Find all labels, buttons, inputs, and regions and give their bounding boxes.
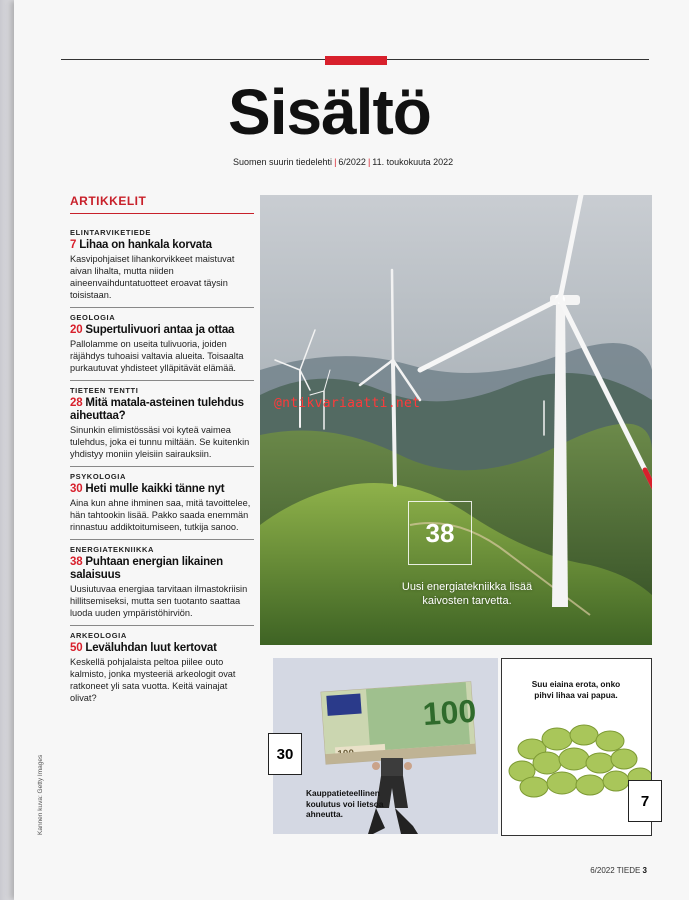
article-description: Kasvipohjaiset lihankorvikkeet maistuvat aivan lihalta, mutta niiden aineenvaihduntatuotteet eroavat täysin toisistaan. [70,254,235,300]
article-entry[interactable] [70,307,254,374]
wind-turbine-illustration [260,195,652,645]
subtitle-separator: | [367,157,371,167]
article-description: Aina kun ahne ihminen saa, mitä tavoittelee, hän tahtookin lisää. Pakko saada enemmän rinnastuu addiktoitumiseen, tutkija sanoo. [70,498,251,532]
article-headline [70,642,254,655]
subtitle-date: 11. toukokuuta 2022 [372,157,454,167]
article-page-number: 7 [70,239,77,251]
article-title: Heti mulle kaikki tänne nyt [85,483,225,495]
article-category: ENERGIATEKNIIKKA [70,545,155,554]
articles-column [70,194,254,704]
page-footer [590,866,647,875]
footer-magazine: TIEDE [616,866,641,875]
article-entry[interactable] [70,625,254,704]
article-entry[interactable] [70,539,254,619]
article-entry[interactable] [70,220,254,301]
article-title: Mitä matala-asteinen tulehdus aiheuttaa? [70,397,244,422]
article-title: Lihaa on hankala korvata [79,239,212,251]
subtitle-separator: | [334,157,337,167]
article-category: ARKEOLOGIA [70,631,127,640]
article-description: Uusiutuvaa energiaa tarvitaan ilmastokriisin hillitsemiseksi, mutta sen tuotanto saattaa luoda uuden ympäristöhirviön. [70,584,248,618]
cover-photo-credit: Kannen kuva: Getty Images [37,754,44,835]
article-category: ELINTARVIKETIEDE [70,228,151,237]
subtitle-issue: 6/2022 [338,157,366,167]
article-description: Pallolamme on useita tulivuoria, joiden räjähdys tuhoaisi valtavia alueita. Toisaalta purkautuvat yhdisteet ylläpitävät elämää. [70,339,244,373]
article-title: Supertulivuori antaa ja ottaa [85,324,235,336]
article-category: GEOLOGIA [70,313,116,322]
section-heading: ARTIKKELIT [70,194,254,214]
watermark-text: @ntikvariaatti.net [274,396,421,411]
article-page-number: 20 [70,324,83,336]
article-title: Puhtaan energian likainen salaisuus [70,556,223,581]
page-title: Sisältö [228,76,431,148]
article-entry[interactable] [70,380,254,460]
article-headline [70,397,254,423]
teaser-money-caption: Kauppatieteellinen koulutus voi lietsoa ahneutta. [306,788,384,819]
article-page-number: 38 [70,556,83,568]
article-category: PSYKOLOGIA [70,472,127,481]
article-headline [70,324,254,337]
teaser-beans-caption: Suu eiaina erota, onko pihvi lihaa vai papua. [531,679,621,700]
teaser-money-page-number[interactable]: 30 [268,733,302,775]
article-headline [70,239,254,252]
banknote-value-large: 100 [421,692,478,733]
article-page-number: 30 [70,483,83,495]
hero-caption: Uusi energiatekniikka lisää kaivosten tarvetta. [401,581,533,607]
article-description: Sinunkin elimistössäsi voi kyteä vaimea tulehdus, joka ei tunnu miltään. Se kuitenkin yhdistyy moniin yleisiin sairauksiin. [70,425,250,459]
hero-wind-turbines-image[interactable] [260,195,652,645]
article-category: TIETEEN TENTTI [70,386,139,395]
magazine-page [14,0,689,900]
article-headline [70,556,254,582]
article-page-number: 50 [70,642,83,654]
subtitle-magazine: Suomen suurin tiedelehti [233,157,333,167]
article-headline [70,483,254,496]
page-edge-shadow [0,0,14,900]
hero-page-number[interactable]: 38 [408,501,472,565]
header-accent-bar [325,56,387,65]
article-page-number: 28 [70,397,83,409]
article-entry[interactable] [70,466,254,533]
footer-issue: 6/2022 [590,866,615,875]
footer-page-number: 3 [642,866,647,875]
article-title: Leväluhdan luut kertovat [85,642,217,654]
page-subtitle [233,157,453,167]
article-description: Keskellä pohjalaista peltoa piilee outo kalmisto, jonka mysteeriä arkeologit ovat ratkoneet yli sata vuotta. Keitä vainajat olivat? [70,657,236,703]
teaser-beans-page-number[interactable]: 7 [628,780,662,822]
